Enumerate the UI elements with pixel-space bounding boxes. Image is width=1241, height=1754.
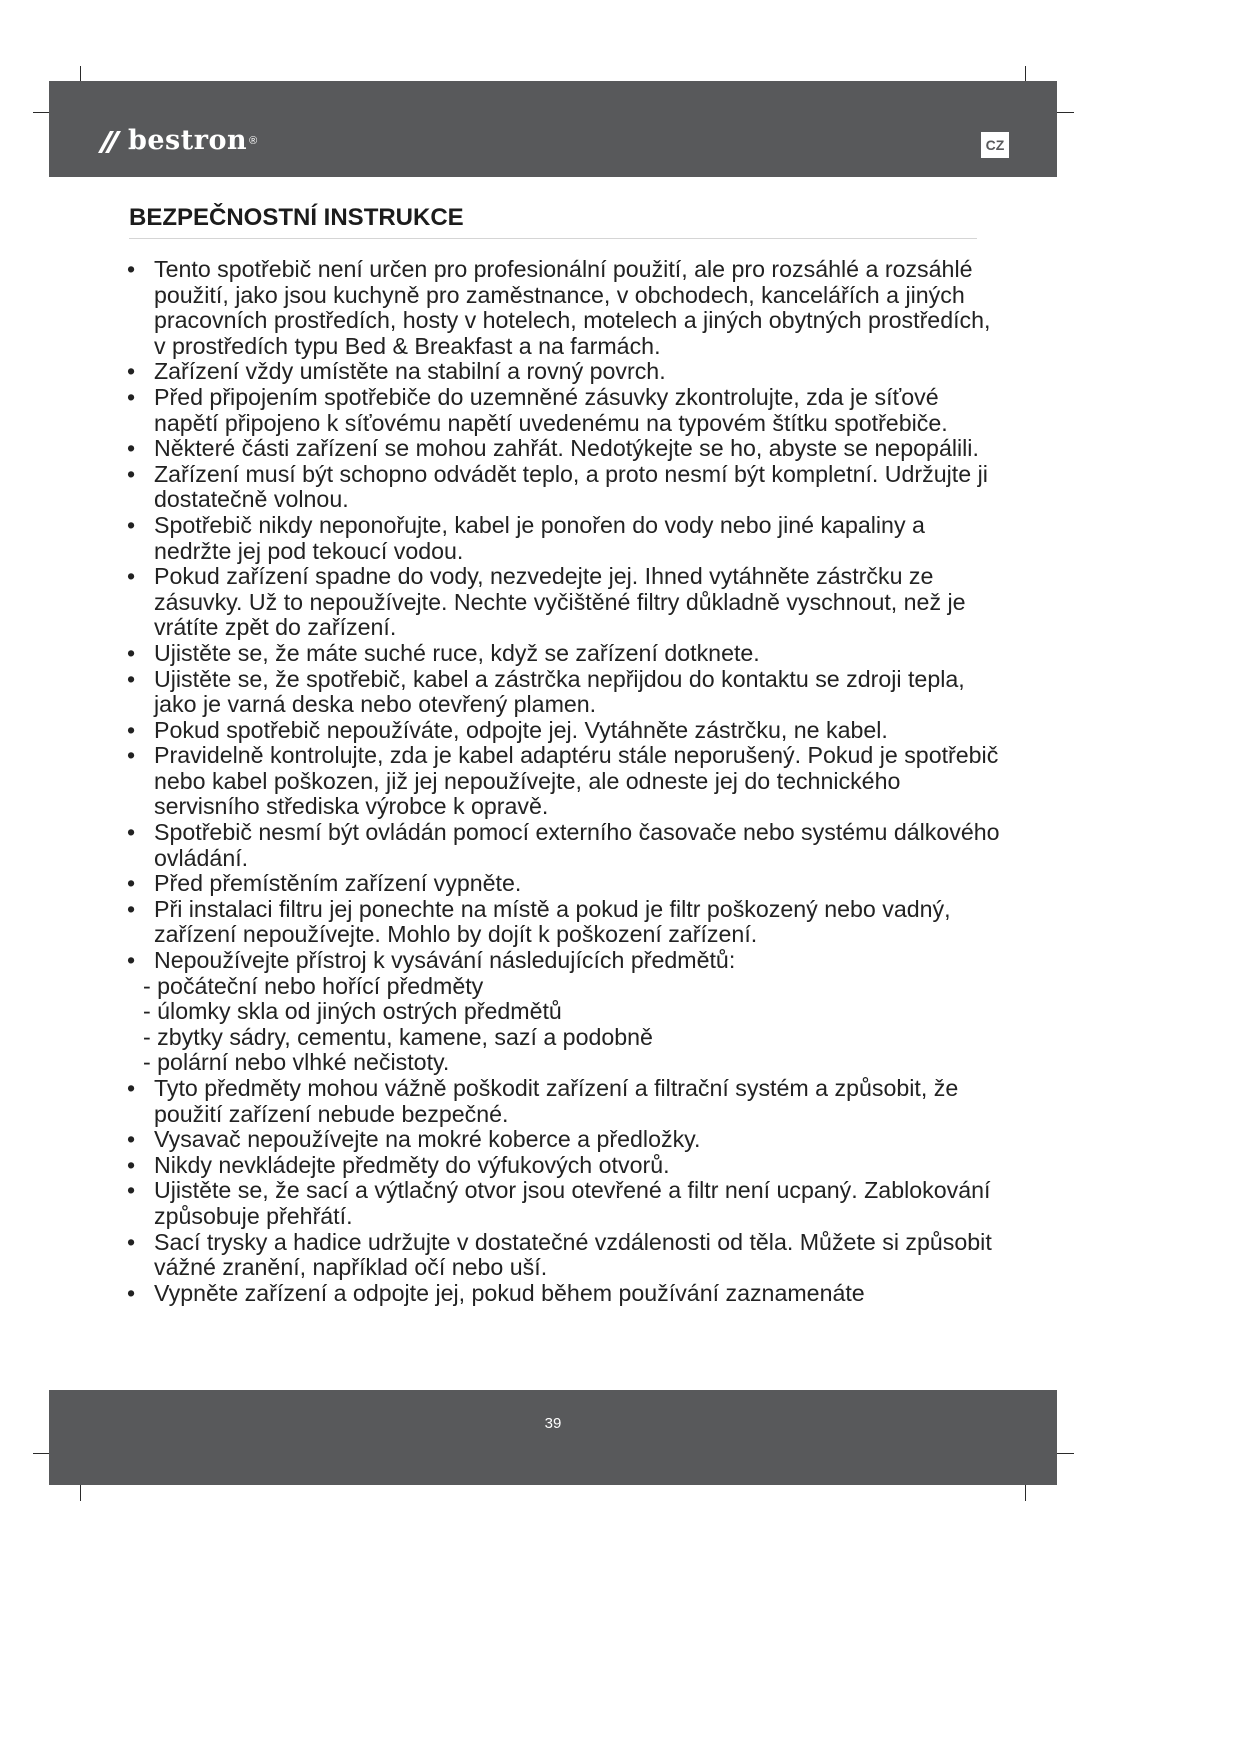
- list-item: • Ujistěte se, že sací a výtlačný otvor jsou otevřené a filtr není ucpaný. Zablokování způsobuje přehřátí.: [127, 1178, 1007, 1229]
- registered-mark: ®: [249, 134, 258, 147]
- list-item: • Sací trysky a hadice udržujte v dostatečné vzdálenosti od těla. Můžete si způsobit vážné zranění, například očí nebo uší.: [127, 1230, 1007, 1281]
- footer-bar: [49, 1390, 1057, 1485]
- list-item: • Při instalaci filtru jej ponechte na místě a pokud je filtr poškozený nebo vadný, zařízení nepoužívejte. Mohlo by dojít k poškození zařízení.: [127, 897, 1007, 948]
- brand-name: bestron: [128, 125, 248, 156]
- list-item: • Spotřebič nesmí být ovládán pomocí externího časovače nebo systému dálkového ovládání.: [127, 820, 1007, 871]
- list-item: • Spotřebič nikdy neponořujte, kabel je ponořen do vody nebo jiné kapaliny a nedržte jej pod tekoucí vodou.: [127, 513, 1007, 564]
- list-item: • Vypněte zařízení a odpojte jej, pokud během používání zaznamenáte: [127, 1281, 1007, 1307]
- list-item: • Některé části zařízení se mohou zahřát. Nedotýkejte se ho, abyste se nepopálili.: [127, 436, 1007, 462]
- list-item: • Před přemístěním zařízení vypněte.: [127, 871, 1007, 897]
- sub-list-item: - počáteční nebo hořící předměty: [143, 972, 484, 999]
- language-badge: CZ: [981, 132, 1009, 158]
- list-item: • Ujistěte se, že máte suché ruce, když se zařízení dotknete.: [127, 641, 1007, 667]
- sub-list-item: - zbytky sádry, cementu, kamene, sazí a podobně: [143, 1023, 653, 1050]
- list-item: • Tyto předměty mohou vážně poškodit zařízení a filtrační systém a způsobit, že použití zařízení nebude bezpečné.: [127, 1076, 1007, 1127]
- safety-instructions: [127, 257, 1007, 1306]
- brand-logo: [96, 125, 257, 156]
- list-item: • Před připojením spotřebiče do uzemněné zásuvky zkontrolujte, zda je síťové napětí připojeno k síťovému napětí uvedenému na typovém štítku spotřebiče.: [127, 385, 1007, 436]
- sub-list-item: - polární nebo vlhké nečistoty.: [143, 1049, 450, 1076]
- list-item: • Tento spotřebič není určen pro profesionální použití, ale pro rozsáhlé a rozsáhlé použití, jako jsou kuchyně pro zaměstnance, v obchodech, kancelářích a jiných pracovních prostředích, hosty v hotelech, motelech a jiných obytných prostředích, v prostředích typu Bed & Breakfast a na farmách.: [127, 257, 1007, 359]
- list-item: • Nepoužívejte přístroj k vysávání následujících předmětů:: [127, 948, 1007, 974]
- list-item: • Pravidelně kontrolujte, zda je kabel adaptéru stále neporušený. Pokud je spotřebič nebo kabel poškozen, již jej nepoužívejte, ale odneste jej do technického servisního střediska výrobce k opravě.: [127, 743, 1007, 820]
- header-bar: [49, 81, 1057, 177]
- list-item: • Zařízení musí být schopno odvádět teplo, a proto nesmí být kompletní. Udržujte ji dostatečně volnou.: [127, 462, 1007, 513]
- page-title: BEZPEČNOSTNÍ INSTRUKCE: [129, 204, 977, 239]
- sub-list-item: - úlomky skla od jiných ostrých předmětů: [143, 998, 562, 1025]
- list-item: • Pokud zařízení spadne do vody, nezvedejte jej. Ihned vytáhněte zástrčku ze zásuvky. Už to nepoužívejte. Nechte vyčištěné filtry důkladně vyschnout, než je vrátíte zpět do zařízení.: [127, 564, 1007, 641]
- list-item: • Pokud spotřebič nepoužíváte, odpojte jej. Vytáhněte zástrčku, ne kabel.: [127, 718, 1007, 744]
- list-item: • Zařízení vždy umístěte na stabilní a rovný povrch.: [127, 359, 1007, 385]
- list-item: • Vysavač nepoužívejte na mokré koberce a předložky.: [127, 1127, 1007, 1153]
- chevron-logo-icon: [96, 127, 122, 155]
- list-item: • Ujistěte se, že spotřebič, kabel a zástrčka nepřijdou do kontaktu se zdroji tepla, jako je varná deska nebo otevřený plamen.: [127, 667, 1007, 718]
- page-number: 39: [544, 1415, 562, 1432]
- list-item: • Nikdy nevkládejte předměty do výfukových otvorů.: [127, 1153, 1007, 1179]
